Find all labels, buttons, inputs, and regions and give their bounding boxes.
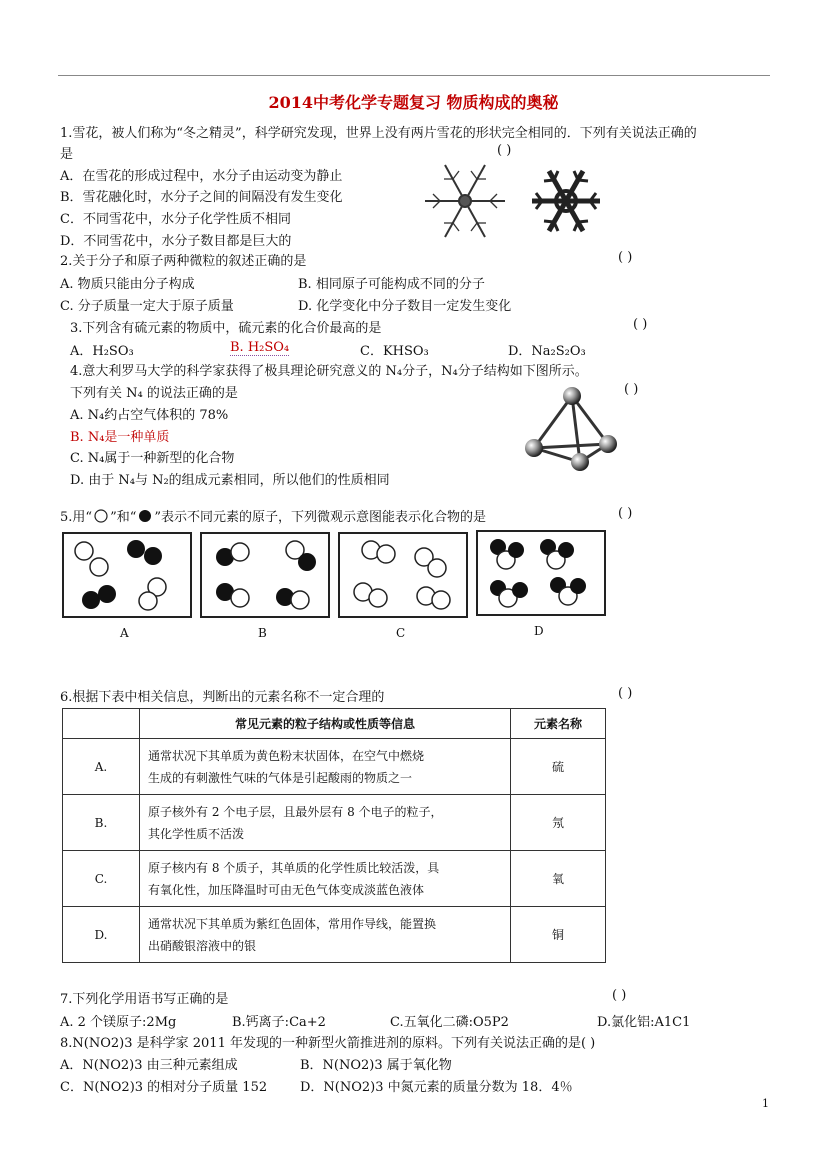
row-element-name: 硫 [511, 739, 606, 795]
row-info-line: 原子核外有 2 个电子层，且最外层有 8 个电子的粒子， [148, 804, 443, 819]
q7-option-a: A. 2 个镁原子:2Mg [60, 1015, 177, 1030]
q7-answer-paren: ( ) [612, 988, 627, 1003]
diagram-d-label: D [534, 624, 544, 638]
q2-option-d: D. 化学变化中分子数目一定发生变化 [298, 299, 512, 314]
table-header-cell: 元素名称 [511, 709, 606, 739]
q1-option-a: A．在雪花的形成过程中，水分子由运动变为静止 [60, 169, 343, 184]
q3-option-a: A．H₂SO₃ [70, 344, 134, 359]
q3-answer-paren: ( ) [633, 317, 648, 332]
table-row [63, 739, 606, 795]
q4-stem: 4.意大利罗马大学的科学家获得了极具理论研究意义的 N₄分子，N₄分子结构如下图所示。 [70, 364, 588, 379]
q3-option-b: B. H₂SO₄ [230, 340, 290, 355]
q2-answer-paren: ( ) [618, 250, 633, 265]
q2-stem: 2.关于分子和原子两种微粒的叙述正确的是 [60, 254, 307, 269]
table-row [63, 851, 606, 907]
row-element-name: 氧 [511, 851, 606, 907]
n4-molecule-diagram [520, 386, 624, 478]
row-info [140, 795, 511, 851]
q6-stem: 6.根据下表中相关信息，判断出的元素名称不一定合理的 [60, 690, 385, 705]
row-info-line: 有氧化性，加压降温时可由无色气体变成淡蓝色液体 [148, 882, 425, 897]
q4-option-d: D. 由于 N₄与 N₂的组成元素相同，所以他们的性质相同 [70, 473, 390, 488]
row-element-name: 铜 [511, 907, 606, 963]
q8-option-d: D．N(NO2)3 中氮元素的质量分数为 18．4％ [300, 1080, 573, 1095]
row-option: C. [63, 851, 140, 907]
q8-stem: 8.N(NO2)3 是科学家 2011 年发现的一种新型火箭推进剂的原料。下列有关说法正确的是( ) [60, 1036, 596, 1051]
q4-answer-paren: ( ) [624, 382, 639, 397]
q2-option-a: A. 物质只能由分子构成 [60, 277, 195, 292]
q5-stem-mid: ”和“ [110, 510, 137, 525]
table-row [63, 795, 606, 851]
q8-option-b: B．N(NO2)3 属于氧化物 [300, 1058, 452, 1073]
diagram-b-label: B [258, 626, 267, 640]
q4-option-a: A. N₄约占空气体积的 78% [70, 408, 229, 423]
white-atom-icon [92, 509, 110, 523]
diagram-a-label: A [120, 626, 129, 640]
q1-answer-paren: ( ) [497, 143, 512, 158]
row-element-name: 氖 [511, 795, 606, 851]
q2-option-b: B. 相同原子可能构成不同的分子 [298, 277, 485, 292]
q7-option-c: C.五氧化二磷:O5P2 [390, 1015, 509, 1030]
snowflake-image-1 [420, 160, 510, 242]
row-info-line: 其化学性质不活泼 [148, 826, 245, 841]
q4-stem-2: 下列有关 N₄ 的说法正确的是 [70, 386, 238, 401]
row-option: A. [63, 739, 140, 795]
row-option: B. [63, 795, 140, 851]
row-info [140, 851, 511, 907]
q1-option-c: C．不同雪花中，水分子化学性质不相同 [60, 212, 291, 227]
q4-option-c: C. N₄属于一种新型的化合物 [70, 451, 235, 466]
table-header-cell: 常见元素的粒子结构或性质等信息 [140, 709, 511, 739]
row-info-line: 通常状况下其单质为紫红色固体，常用作导线，能置换 [148, 916, 437, 931]
q1-option-b: B．雪花融化时，水分子之间的间隔没有发生变化 [60, 190, 343, 205]
q8-option-a: A．N(NO2)3 由三种元素组成 [60, 1058, 238, 1073]
black-atom-icon [136, 509, 154, 523]
element-info-table [62, 708, 606, 963]
header-rule [58, 75, 770, 76]
diagram-b [200, 532, 330, 618]
row-option: D. [63, 907, 140, 963]
q7-option-d: D.氯化铝:A1C1 [597, 1015, 691, 1030]
snowflake-image-2 [525, 160, 607, 242]
table-row [63, 907, 606, 963]
q5-stem-post: ”表示不同元素的原子，下列微观示意图能表示化合物的是 [154, 510, 487, 525]
page-number: 1 [762, 1097, 769, 1110]
q3-option-c: C．KHSO₃ [360, 344, 429, 359]
q8-option-c: C．N(NO2)3 的相对分子质量 152 [60, 1080, 268, 1095]
q6-answer-paren: ( ) [618, 686, 633, 701]
page-title: 2014中考化学专题复习 物质构成的奥秘 [268, 93, 559, 112]
q1-option-d: D．不同雪花中，水分子数目都是巨大的 [60, 234, 292, 249]
q5-answer-paren: ( ) [618, 506, 633, 521]
q4-option-b: B. N₄是一种单质 [70, 430, 170, 445]
q5-stem-pre: 5.用“ [60, 510, 93, 525]
row-info-line: 原子核内有 8 个质子，其单质的化学性质比较活泼，具 [148, 860, 440, 875]
q5-stem [60, 506, 486, 525]
row-info-line: 出硝酸银溶液中的银 [148, 938, 257, 953]
diagram-c-label: C [396, 626, 406, 640]
q1-stem-end: 是 [60, 147, 74, 162]
row-info [140, 739, 511, 795]
row-info-line: 生成的有刺激性气味的气体是引起酸雨的物质之一 [148, 770, 413, 785]
row-info-line: 通常状况下其单质为黄色粉末状固体，在空气中燃烧 [148, 748, 425, 763]
row-info [140, 907, 511, 963]
table-header-cell [63, 709, 140, 739]
table-header-row [63, 709, 606, 739]
q7-option-b: B.钙离子:Ca+2 [232, 1015, 326, 1030]
q7-stem: 7.下列化学用语书写正确的是 [60, 992, 229, 1007]
q3-stem: 3.下列含有硫元素的物质中，硫元素的化合价最高的是 [70, 321, 382, 336]
q3-option-d: D．Na₂S₂O₃ [508, 344, 586, 359]
q1-stem: 1.雪花，被人们称为“冬之精灵”，科学研究发现，世界上没有两片雪花的形状完全相同的．下列有关说法正确的 [60, 126, 697, 141]
diagram-d [476, 530, 606, 616]
diagram-c [338, 532, 468, 618]
diagram-a [62, 532, 192, 618]
q2-option-c: C. 分子质量一定大于原子质量 [60, 299, 234, 314]
